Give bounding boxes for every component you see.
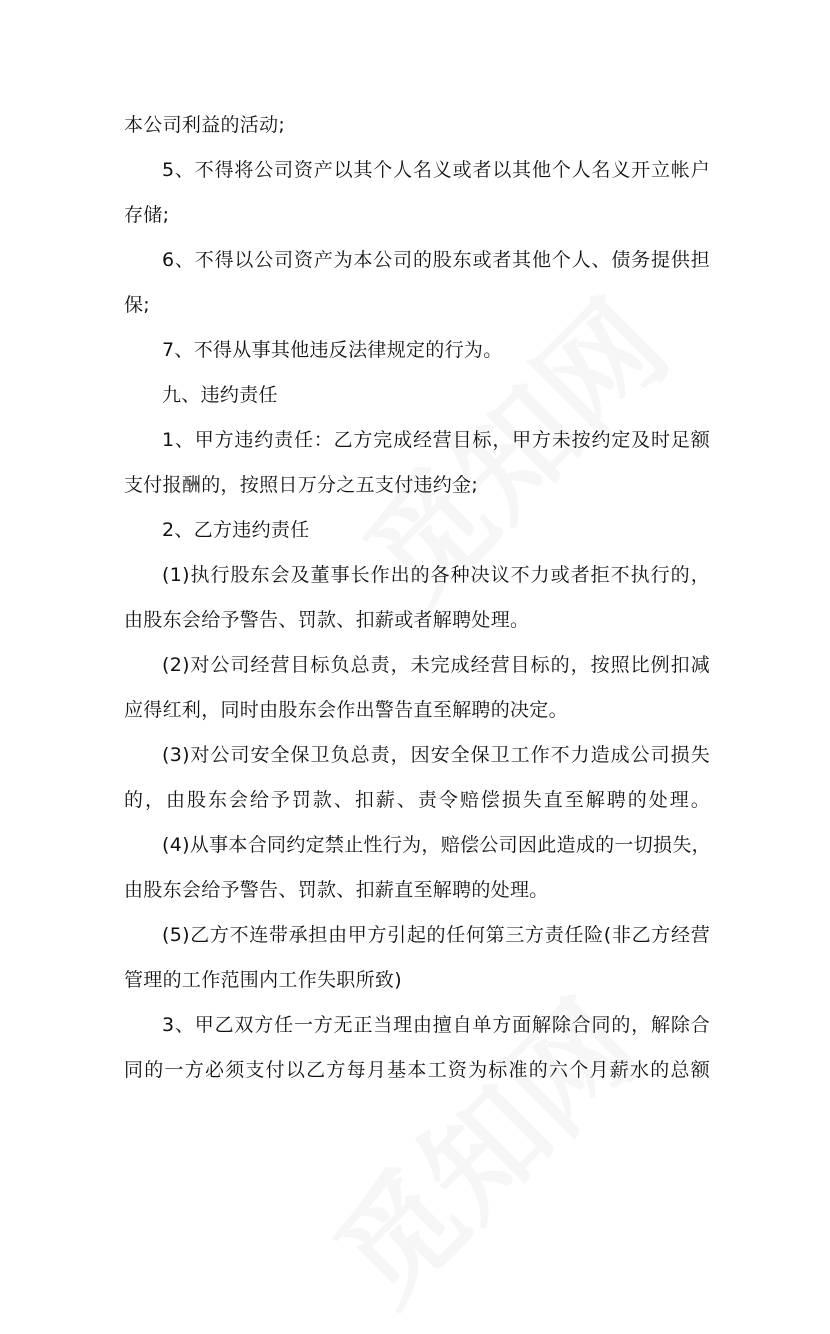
text-line: 2、乙方违约责任 <box>162 519 310 541</box>
text-line: 3、甲乙双方任一方无正当理由擅自单方面解除合同的，解除合 <box>162 1014 710 1036</box>
text-line: 5、不得将公司资产以其个人名义或者以其他个人名义开立帐户 <box>162 159 710 181</box>
text-line: 由股东会给予警告、罚款、扣薪或者解聘处理。 <box>124 609 530 631</box>
text-line: 的，由股东会给予罚款、扣薪、责令赔偿损失直至解聘的处理。 <box>124 789 710 811</box>
text-line: (2)对公司经营目标负总责，未完成经营目标的，按照比例扣减 <box>162 654 710 676</box>
text-line: 支付报酬的，按照日万分之五支付违约金; <box>124 474 479 496</box>
text-line: 应得红利，同时由股东会作出警告直至解聘的决定。 <box>124 699 568 721</box>
text-line: 本公司利益的活动; <box>124 114 286 136</box>
text-line: 保; <box>124 294 151 316</box>
text-line: (5)乙方不连带承担由甲方引起的任何第三方责任险(非乙方经营 <box>162 924 710 946</box>
text-line: 同的一方必须支付以乙方每月基本工资为标准的六个月薪水的总额 <box>124 1059 710 1081</box>
text-line: 管理的工作范围内工作失职所致) <box>124 969 402 991</box>
text-line: 6、不得以公司资产为本公司的股东或者其他个人、债务提供担 <box>162 249 710 271</box>
text-line: 7、不得从事其他违反法律规定的行为。 <box>162 339 503 361</box>
text-line: 由股东会给予警告、罚款、扣薪直至解聘的处理。 <box>124 879 549 901</box>
document-body <box>124 103 710 1093</box>
text-line: (3)对公司安全保卫负总责，因安全保卫工作不力造成公司损失 <box>162 744 710 766</box>
text-line: 1、甲方违约责任：乙方完成经营目标，甲方未按约定及时足额 <box>162 429 710 451</box>
text-line: (4)从事本合同约定禁止性行为，赔偿公司因此造成的一切损失， <box>162 834 711 856</box>
text-line: 存储; <box>124 204 170 226</box>
section-heading: 九、违约责任 <box>162 384 278 406</box>
text-line: (1)执行股东会及董事长作出的各种决议不力或者拒不执行的， <box>162 564 710 586</box>
